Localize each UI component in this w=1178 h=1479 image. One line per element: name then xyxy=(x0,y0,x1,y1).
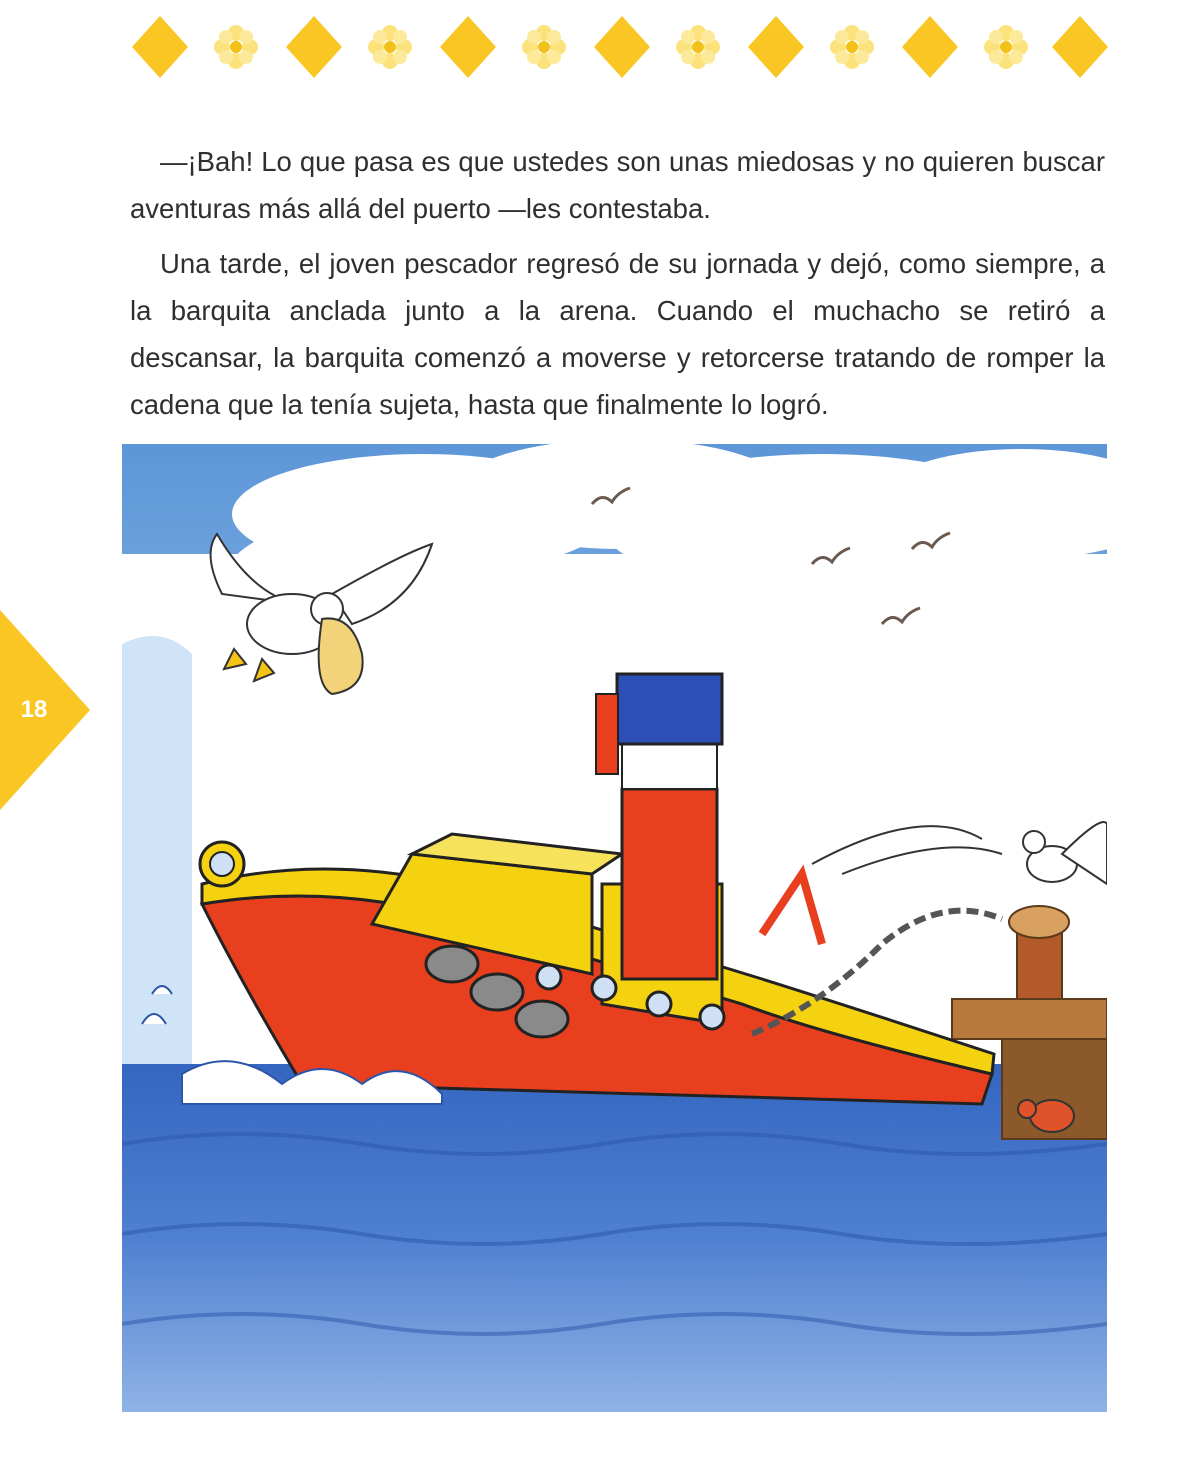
decorative-border xyxy=(130,14,1110,80)
border-diamond-icon xyxy=(902,16,958,78)
paragraph-narration: Una tarde, el joven pescador regresó de su jornada y dejó, como siempre, a la barquita anclada junto a la arena. Cuando el muchacho se retiró a descansar, la barquita comenzó a moverse y retorcerse tratando de romper la cadena que la tenía sujeta, hasta que finalmente lo logró. xyxy=(130,248,1105,420)
sea xyxy=(122,1064,1107,1412)
border-diamond-icon xyxy=(594,16,650,78)
flower-icon xyxy=(368,25,412,69)
border-diamond-icon xyxy=(132,16,188,78)
border-diamond-icon xyxy=(1052,16,1108,78)
story-text xyxy=(130,138,1105,436)
border-diamond-icon xyxy=(440,16,496,78)
border-diamond-icon xyxy=(748,16,804,78)
border-diamond-icon xyxy=(286,16,342,78)
paragraph-dialogue: —¡Bah! Lo que pasa es que ustedes son unas miedosas y no quieren buscar aventuras más allá del puerto —les contestaba. xyxy=(130,146,1105,224)
flower-icon xyxy=(984,25,1028,69)
flower-icon xyxy=(676,25,720,69)
flower-icon xyxy=(830,25,874,69)
page-number: 18 xyxy=(20,696,48,723)
flower-icon xyxy=(214,25,258,69)
flower-icon xyxy=(522,25,566,69)
tugboat-illustration xyxy=(122,444,1107,1412)
